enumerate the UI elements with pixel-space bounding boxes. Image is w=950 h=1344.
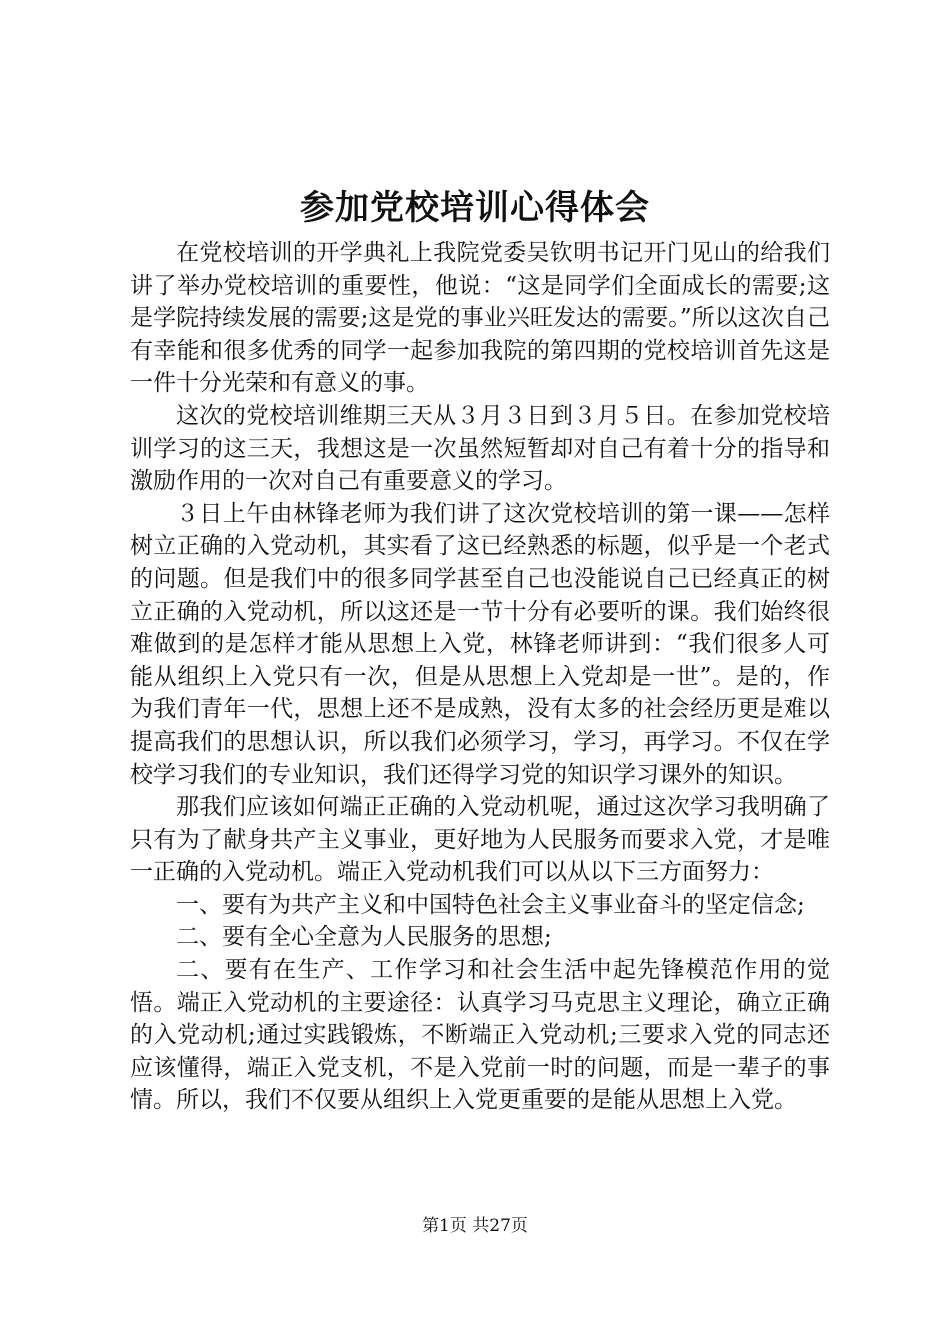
page-footer: 第1页 共27页: [422, 1216, 528, 1236]
document-body: [130, 237, 830, 1117]
paragraph-7: 二、要有在生产、工作学习和社会生活中起先锋模范作用的觉悟。端正入党动机的主要途径：认真学习马克思主义理论，确立正确的入党动机;通过实践锻炼，不断端正入党动机;三要求入党的同志还应该懂得，端正入党支机，不是入党前一时的问题，而是一辈子的事情。所以，我们不仅要从组织上入党更重要的是能从思想上入党。: [130, 957, 830, 1114]
paragraph-5: 一、要有为共产主义和中国特色社会主义事业奋斗的坚定信念;: [176, 891, 805, 918]
document-title: 参加党校培训心得体会: [300, 188, 650, 228]
paragraph-2: 这次的党校培训维期三天从３月３日到３月５日。在参加党校培训学习的这三天，我想这是一次虽然短暂却对自己有着十分的指导和激励作用的一次对自己有重要意义的学习。: [130, 402, 830, 495]
paragraph-4: 那我们应该如何端正正确的入党动机呢，通过这次学习我明确了只有为了献身共产主义事业，更好地为人民服务而要求入党，才是唯一正确的入党动机。端正入党动机我们可以从以下三方面努力：: [130, 794, 830, 886]
paragraph-1: 在党校培训的开学典礼上我院党委吴钦明书记开门见山的给我们讲了举办党校培训的重要性，他说：“这是同学们全面成长的需要;这是学院持续发展的需要;这是党的事业兴旺发达的需要。”所以这次自己有幸能和很多优秀的同学一起参加我院的第四期的党校培训首先这是一件十分光荣和有意义的事。: [130, 240, 830, 397]
paragraph-6: 二、要有全心全意为人民服务的思想;: [176, 924, 552, 951]
paragraph-3: ３日上午由林锋老师为我们讲了这次党校培训的第一课——怎样树立正确的入党动机，其实看了这已经熟悉的标题，似乎是一个老式的问题。但是我们中的很多同学甚至自己也没能说自己已经真正的树立正确的入党动机，所以这还是一节十分有必要听的课。我们始终很难做到的是怎样才能从思想上入党，林锋老师讲到：“我们很多人可能从组织上入党只有一次，但是从思想上入党却是一世”。是的，作为我们青年一代，思想上还不是成熟，没有太多的社会经历更是难以提高我们的思想认识，所以我们必须学习，学习，再学习。不仅在学校学习我们的专业知识，我们还得学习党的知识学习课外的知识。: [130, 500, 830, 788]
